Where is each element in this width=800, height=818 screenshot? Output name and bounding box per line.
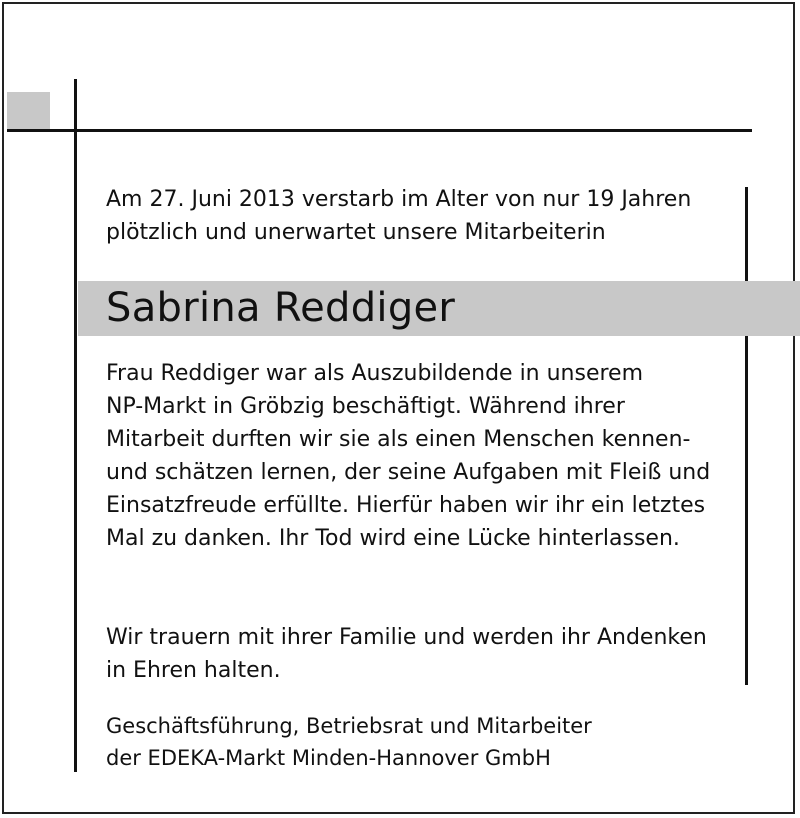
intro-line: plötzlich und unerwartet unsere Mitarbeiterin bbox=[106, 220, 606, 245]
body-line: Einsatzfreude erfüllte. Hierfür haben wir ihr ein letztes bbox=[106, 493, 706, 518]
closing-text bbox=[106, 621, 707, 687]
body-line: Mal zu danken. Ihr Tod wird eine Lücke hinterlassen. bbox=[106, 526, 680, 551]
intro-text bbox=[106, 183, 691, 249]
body-text bbox=[106, 357, 710, 555]
body-line: Mitarbeit durften wir sie als einen Menschen kennen- bbox=[106, 427, 691, 452]
cross-horizontal-bar bbox=[7, 129, 752, 132]
body-line: Frau Reddiger war als Auszubildende in unserem bbox=[106, 361, 644, 386]
body-line: NP-Markt in Gröbzig beschäftigt. Während ihrer bbox=[106, 394, 625, 419]
deceased-name: Sabrina Reddiger bbox=[106, 285, 456, 331]
body-line: und schätzen lernen, der seine Aufgaben mit Fleiß und bbox=[106, 460, 711, 485]
cross-vertical-bar bbox=[74, 79, 77, 772]
right-vertical-rule bbox=[745, 187, 748, 685]
signature bbox=[106, 710, 592, 774]
signature-line: der EDEKA-Markt Minden-Hannover GmbH bbox=[106, 746, 551, 770]
closing-line: Wir trauern mit ihrer Familie und werden ihr Andenken bbox=[106, 625, 707, 650]
intro-line: Am 27. Juni 2013 verstarb im Alter von nur 19 Jahren bbox=[106, 187, 692, 212]
closing-line: in Ehren halten. bbox=[106, 658, 281, 683]
obituary-notice bbox=[2, 2, 795, 814]
decorative-grey-square bbox=[7, 92, 50, 130]
signature-line: Geschäftsführung, Betriebsrat und Mitarbeiter bbox=[106, 714, 592, 738]
